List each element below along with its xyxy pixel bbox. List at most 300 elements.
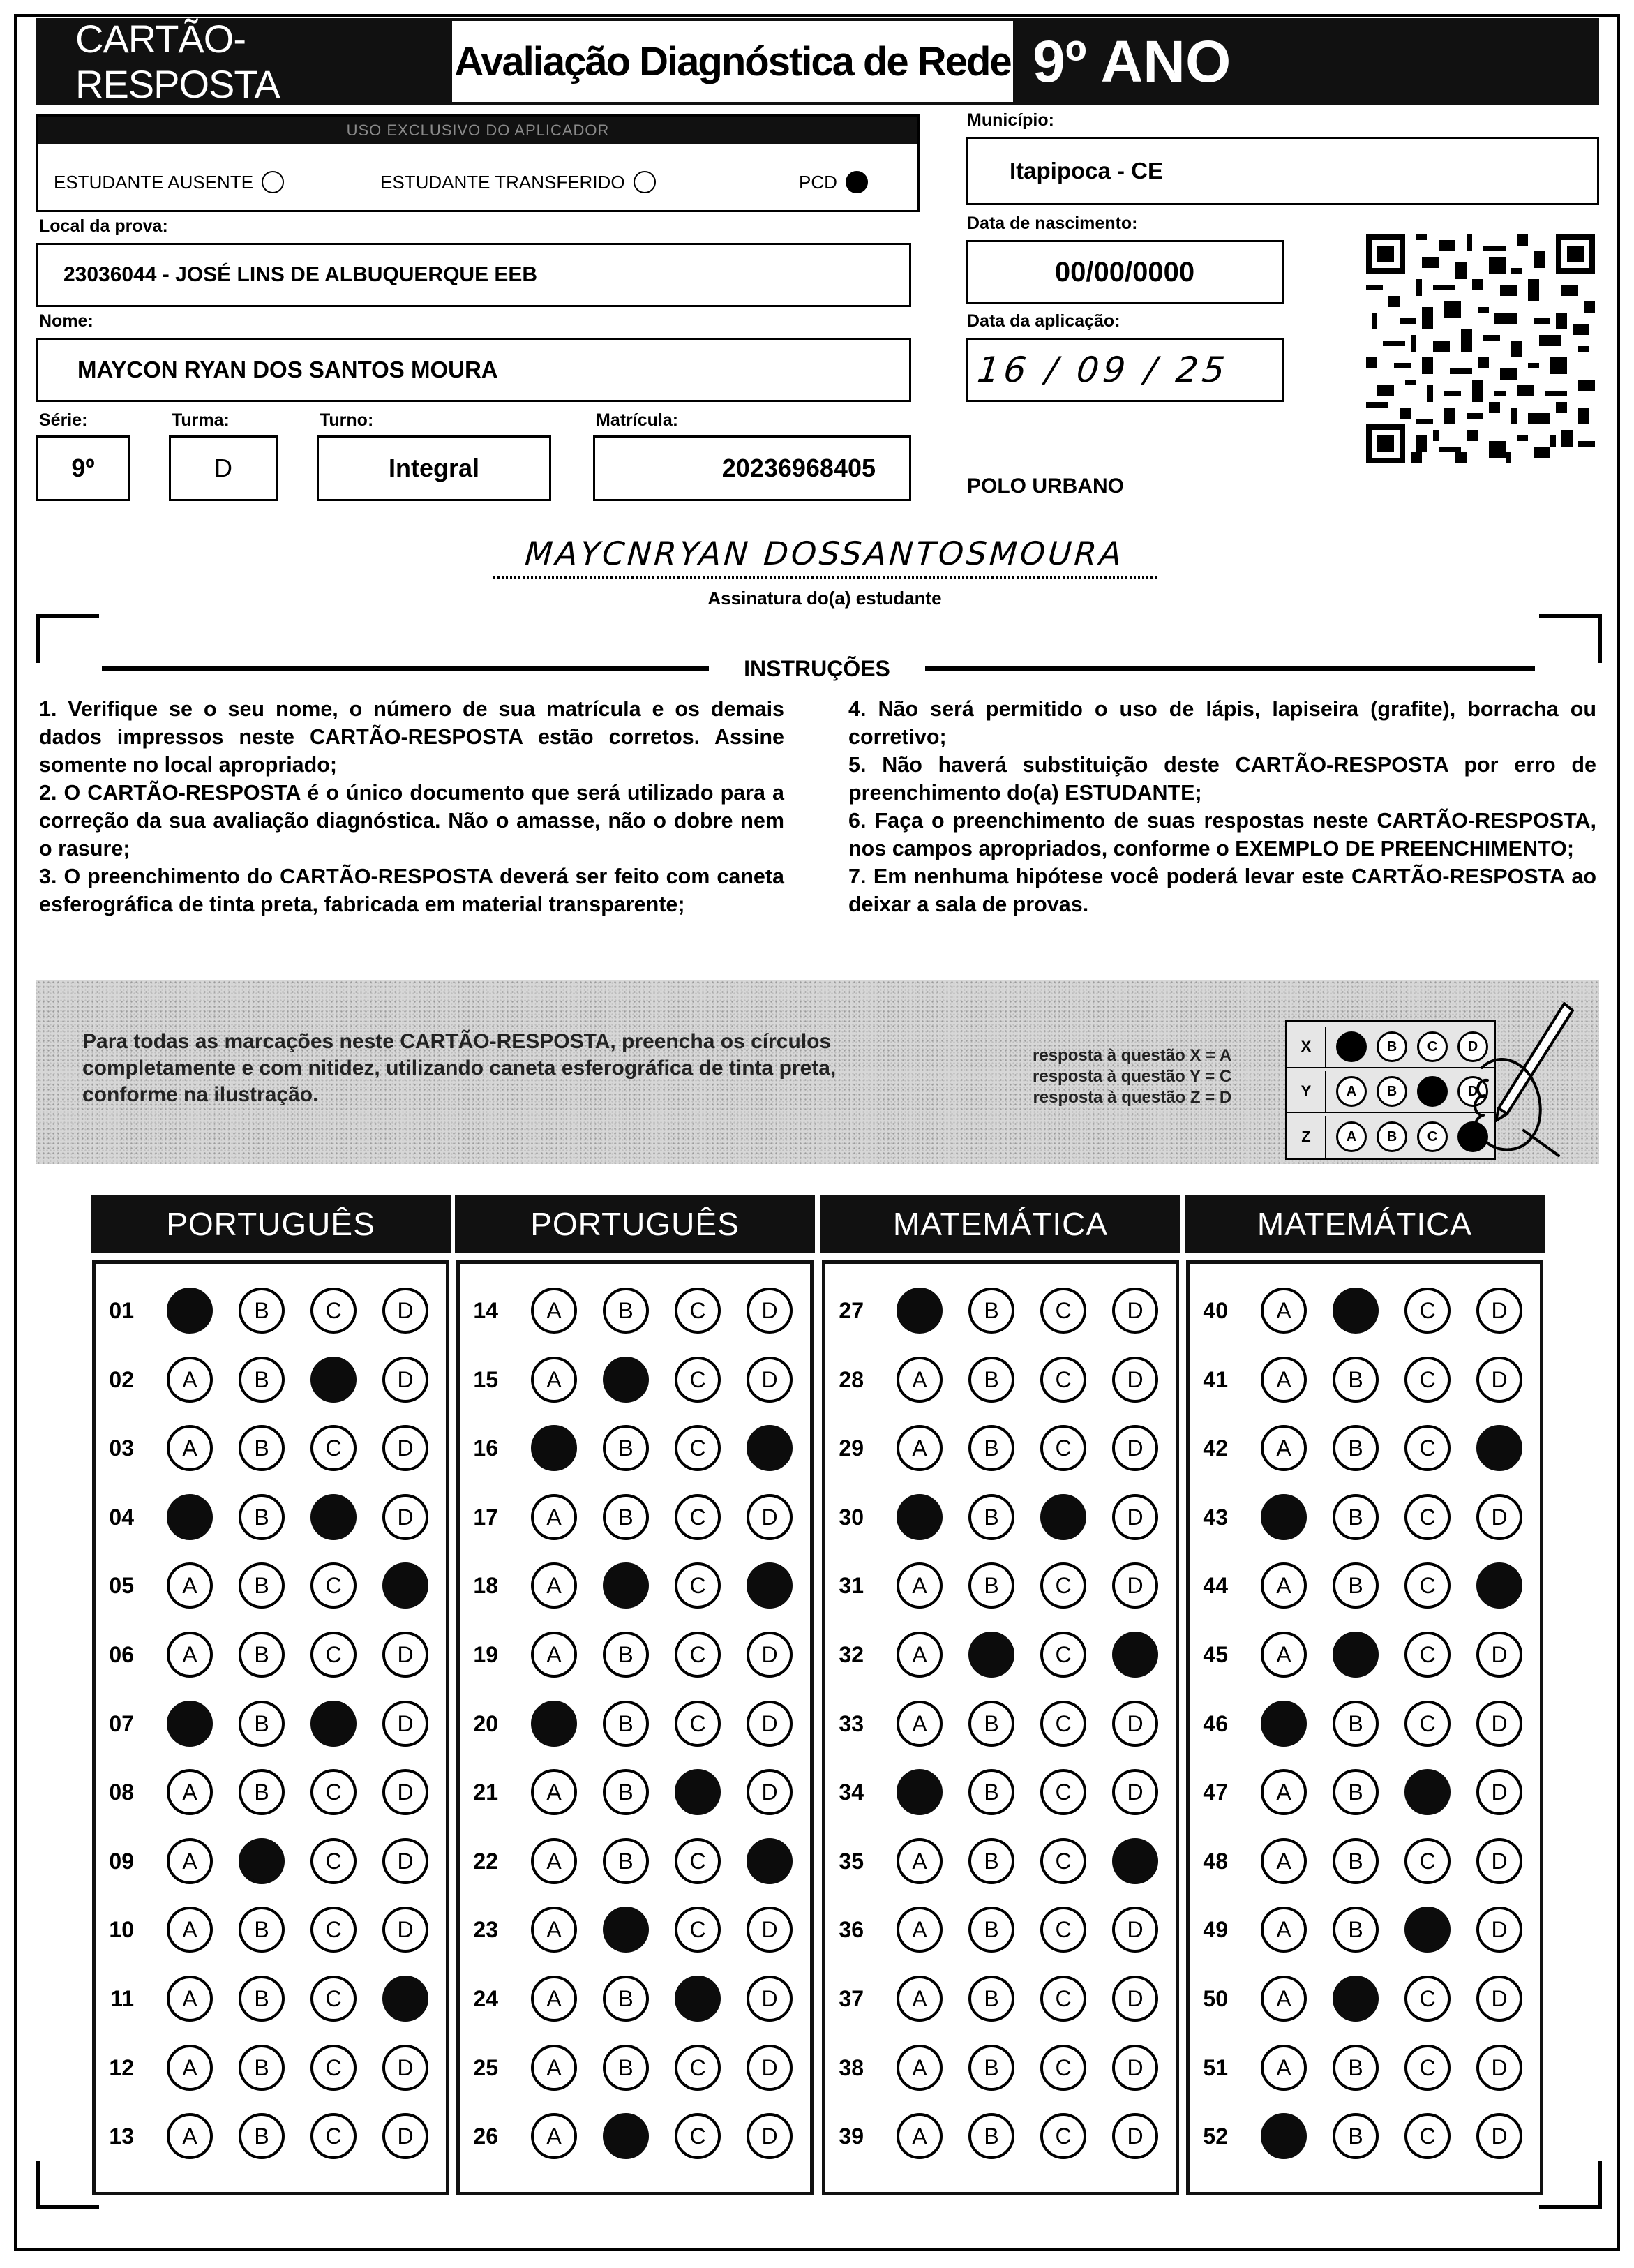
- answer-bubble-b[interactable]: B: [603, 2045, 649, 2091]
- answer-bubble-c[interactable]: C: [1040, 1357, 1086, 1403]
- answer-bubble-c[interactable]: C: [310, 1838, 357, 1884]
- question-row: [827, 1628, 1158, 1681]
- answer-bubble-d[interactable]: D: [1476, 1288, 1522, 1334]
- answer-bubble-c[interactable]: C: [1404, 1357, 1451, 1403]
- answer-bubble-a[interactable]: A: [531, 2045, 577, 2091]
- question-row: [462, 1972, 793, 2025]
- answer-bubble-a[interactable]: A: [897, 2045, 943, 2091]
- answer-bubble-b[interactable]: B: [603, 1838, 649, 1884]
- answer-bubble-c[interactable]: C: [310, 1907, 357, 1953]
- question-number: 21: [473, 1779, 498, 1805]
- answer-bubble-d[interactable]: D: [382, 1769, 428, 1815]
- question-number: 26: [473, 2123, 498, 2149]
- answer-bubble-a[interactable]: [167, 1288, 213, 1334]
- answer-bubble-c[interactable]: [310, 1494, 357, 1540]
- instructions-left: [39, 695, 784, 918]
- question-row: [1192, 1835, 1522, 1888]
- answer-bubble-a[interactable]: A: [1261, 2045, 1307, 2091]
- example-legend-x: resposta à questão X = A: [1033, 1046, 1232, 1065]
- question-row: [1192, 1766, 1522, 1819]
- answer-bubble-a[interactable]: A: [897, 1425, 943, 1471]
- answer-bubble-d[interactable]: [747, 1425, 793, 1471]
- answer-bubble-c[interactable]: C: [675, 1562, 721, 1609]
- question-number: 01: [109, 1297, 134, 1323]
- example-bubble-b: B: [1377, 1031, 1407, 1062]
- question-number: 46: [1203, 1710, 1228, 1736]
- answer-bubble-d[interactable]: [747, 1838, 793, 1884]
- answer-bubble-b[interactable]: B: [1333, 2045, 1379, 2091]
- answer-bubble-c[interactable]: C: [675, 1494, 721, 1540]
- answer-bubble-d[interactable]: D: [747, 1288, 793, 1334]
- example-bubble-c: C: [1417, 1121, 1448, 1152]
- answer-bubble-c[interactable]: [310, 1701, 357, 1747]
- answer-bubble-a[interactable]: A: [167, 1562, 213, 1609]
- answer-bubble-a[interactable]: A: [167, 1425, 213, 1471]
- answer-bubble-c[interactable]: C: [1404, 1425, 1451, 1471]
- nascimento-label: Data de nascimento:: [967, 214, 1138, 233]
- answer-bubble-b[interactable]: B: [1333, 1701, 1379, 1747]
- signature-handwritten: MAYCNRYAN DOSSANTOSMOURA: [523, 535, 1126, 572]
- question-number: 45: [1203, 1641, 1228, 1667]
- answer-bubble-b[interactable]: B: [968, 2113, 1014, 2159]
- answer-bubble-b[interactable]: B: [968, 1288, 1014, 1334]
- answer-bubble-d[interactable]: D: [1476, 1701, 1522, 1747]
- answer-bubble-b[interactable]: B: [1333, 1425, 1379, 1471]
- answer-bubble-b[interactable]: B: [968, 1769, 1014, 1815]
- answer-bubble-a[interactable]: [897, 1494, 943, 1540]
- question-row: [827, 1559, 1158, 1612]
- answer-bubble-b[interactable]: B: [1333, 1907, 1379, 1953]
- answer-bubble-c[interactable]: C: [1404, 1632, 1451, 1678]
- answer-bubble-b[interactable]: B: [968, 1907, 1014, 1953]
- answer-bubble-c[interactable]: C: [310, 2045, 357, 2091]
- answer-bubble-c[interactable]: C: [310, 2113, 357, 2159]
- answer-bubble-c[interactable]: C: [1040, 1976, 1086, 2022]
- answer-bubble-b[interactable]: B: [239, 1769, 285, 1815]
- answer-bubble-b[interactable]: B: [968, 1494, 1014, 1540]
- answer-bubble-c[interactable]: C: [1040, 1425, 1086, 1471]
- answer-bubble-b[interactable]: B: [968, 1701, 1014, 1747]
- local-field: [36, 243, 911, 307]
- answer-bubble-b[interactable]: [1333, 1632, 1379, 1678]
- answer-bubble-d[interactable]: [382, 1976, 428, 2022]
- answer-bubble-a[interactable]: A: [1261, 1976, 1307, 2022]
- answer-bubble-b[interactable]: B: [239, 1701, 285, 1747]
- aplicacao-label: Data da aplicação:: [967, 311, 1120, 331]
- answer-bubble-d[interactable]: D: [1476, 1976, 1522, 2022]
- question-row: [98, 1628, 428, 1681]
- answer-bubble-d[interactable]: D: [1112, 1288, 1158, 1334]
- question-row: [827, 1697, 1158, 1750]
- answer-bubble-b[interactable]: [968, 1632, 1014, 1678]
- question-row: [462, 1491, 793, 1544]
- answer-bubble-b[interactable]: [239, 1838, 285, 1884]
- answer-bubble-d[interactable]: D: [1112, 1769, 1158, 1815]
- answer-bubble-b[interactable]: B: [239, 2113, 285, 2159]
- answer-bubble-a[interactable]: [531, 1425, 577, 1471]
- answer-bubble-c[interactable]: C: [1404, 1562, 1451, 1609]
- serie-field: [36, 435, 130, 501]
- transferred-checkbox[interactable]: [634, 171, 656, 193]
- instruction-7: 7. Em nenhuma hipótese você poderá levar este CARTÃO-RESPOSTA ao deixar a sala de provas.: [848, 865, 1596, 916]
- answer-bubble-c[interactable]: C: [675, 2113, 721, 2159]
- serie-value: 9º: [71, 454, 95, 482]
- answer-bubble-c[interactable]: C: [675, 1425, 721, 1471]
- answer-bubble-d[interactable]: D: [1112, 2113, 1158, 2159]
- answer-bubble-c[interactable]: C: [1040, 1632, 1086, 1678]
- answer-bubble-c[interactable]: C: [1404, 2045, 1451, 2091]
- answer-bubble-b[interactable]: B: [1333, 1494, 1379, 1540]
- answer-bubble-d[interactable]: D: [1476, 1907, 1522, 1953]
- answer-bubble-d[interactable]: D: [1112, 1357, 1158, 1403]
- answer-bubble-c[interactable]: C: [1040, 1907, 1086, 1953]
- answer-bubble-d[interactable]: D: [1112, 1976, 1158, 2022]
- answer-bubble-a[interactable]: A: [531, 1632, 577, 1678]
- answer-bubble-a[interactable]: A: [531, 1494, 577, 1540]
- instructions-right: [848, 695, 1596, 918]
- answer-bubble-c[interactable]: C: [1404, 2113, 1451, 2159]
- answer-bubble-a[interactable]: A: [1261, 1838, 1307, 1884]
- answer-bubble-c[interactable]: [675, 1976, 721, 2022]
- answer-bubble-c[interactable]: C: [310, 1976, 357, 2022]
- answer-bubble-b[interactable]: B: [968, 1562, 1014, 1609]
- answer-bubble-d[interactable]: D: [382, 1907, 428, 1953]
- answer-bubble-d[interactable]: D: [1112, 1494, 1158, 1540]
- answer-bubble-c[interactable]: C: [1040, 1562, 1086, 1609]
- answer-bubble-a[interactable]: A: [167, 1976, 213, 2022]
- answer-bubble-a[interactable]: A: [1261, 1425, 1307, 1471]
- answer-bubble-a[interactable]: [531, 1701, 577, 1747]
- question-row: [1192, 1284, 1522, 1337]
- absent-checkbox[interactable]: [262, 171, 284, 193]
- answer-bubble-c[interactable]: [1040, 1494, 1086, 1540]
- answer-bubble-b[interactable]: B: [603, 1632, 649, 1678]
- question-number: 43: [1203, 1504, 1228, 1530]
- question-row: [462, 1559, 793, 1612]
- answer-bubble-a[interactable]: A: [167, 2113, 213, 2159]
- answer-bubble-d[interactable]: D: [747, 1701, 793, 1747]
- answer-bubble-d[interactable]: D: [1112, 1701, 1158, 1747]
- local-value: 23036044 - JOSÉ LINS DE ALBUQUERQUE EEB: [63, 263, 538, 286]
- nome-field: [36, 338, 911, 402]
- answer-bubble-a[interactable]: A: [167, 1632, 213, 1678]
- answer-bubble-d[interactable]: D: [1476, 1838, 1522, 1884]
- answer-bubble-a[interactable]: A: [897, 1838, 943, 1884]
- answer-bubble-c[interactable]: C: [310, 1425, 357, 1471]
- answer-bubble-d[interactable]: D: [747, 1976, 793, 2022]
- applicator-banner: USO EXCLUSIVO DO APLICADOR: [38, 117, 917, 144]
- question-number: 28: [839, 1366, 864, 1392]
- grade-label: 9º ANO: [1033, 28, 1231, 94]
- answer-bubble-a[interactable]: A: [167, 1357, 213, 1403]
- answer-bubble-a[interactable]: A: [897, 1701, 943, 1747]
- answer-bubble-b[interactable]: [603, 1907, 649, 1953]
- answer-bubble-b[interactable]: B: [968, 1357, 1014, 1403]
- answer-bubble-a[interactable]: A: [1261, 1769, 1307, 1815]
- question-row: [1192, 1353, 1522, 1406]
- answer-bubble-b[interactable]: B: [1333, 1838, 1379, 1884]
- answer-bubble-c[interactable]: C: [310, 1288, 357, 1334]
- answer-bubble-d[interactable]: D: [382, 2113, 428, 2159]
- answer-bubble-b[interactable]: [1333, 1976, 1379, 2022]
- answer-bubble-d[interactable]: D: [382, 1288, 428, 1334]
- question-row: [98, 1972, 428, 2025]
- answer-bubble-a[interactable]: A: [531, 2113, 577, 2159]
- question-row: [462, 2041, 793, 2094]
- question-row: [827, 1766, 1158, 1819]
- answer-bubble-d[interactable]: D: [382, 1357, 428, 1403]
- answer-bubble-b[interactable]: B: [239, 1632, 285, 1678]
- answer-bubble-c[interactable]: C: [675, 2045, 721, 2091]
- question-number: 36: [839, 1916, 864, 1942]
- answer-bubble-d[interactable]: D: [382, 1632, 428, 1678]
- example-legend: [1033, 1045, 1231, 1108]
- answer-bubble-a[interactable]: [1261, 1494, 1307, 1540]
- question-number: 10: [109, 1916, 134, 1942]
- answer-bubble-b[interactable]: B: [603, 1701, 649, 1747]
- answer-bubble-b[interactable]: B: [1333, 2113, 1379, 2159]
- answer-bubble-d[interactable]: D: [747, 1494, 793, 1540]
- exam-name: Avaliação Diagnóstica de Rede: [449, 18, 1016, 105]
- question-row: [827, 2110, 1158, 2163]
- answer-bubble-b[interactable]: B: [239, 1562, 285, 1609]
- answer-bubble-d[interactable]: D: [1112, 2045, 1158, 2091]
- instruction-5: 5. Não haverá substituição deste CARTÃO-RESPOSTA por erro de preenchimento do(a) ESTUDANTE;: [848, 753, 1596, 805]
- answer-bubble-c[interactable]: C: [1404, 1701, 1451, 1747]
- answer-bubble-c[interactable]: C: [1404, 1288, 1451, 1334]
- answer-bubble-c[interactable]: C: [1040, 2113, 1086, 2159]
- answer-bubble-a[interactable]: A: [897, 1907, 943, 1953]
- question-row: [98, 1697, 428, 1750]
- qr-code: [1366, 234, 1595, 463]
- answer-bubble-a[interactable]: A: [1261, 1288, 1307, 1334]
- answer-bubble-d[interactable]: D: [1476, 2045, 1522, 2091]
- question-number: 18: [473, 1572, 498, 1598]
- answer-bubble-b[interactable]: B: [603, 1494, 649, 1540]
- answer-bubble-b[interactable]: B: [239, 1357, 285, 1403]
- answer-bubble-b[interactable]: [603, 1562, 649, 1609]
- answer-bubble-d[interactable]: D: [747, 1357, 793, 1403]
- answer-bubble-c[interactable]: [1404, 1769, 1451, 1815]
- answer-bubble-a[interactable]: A: [531, 1769, 577, 1815]
- answer-bubble-b[interactable]: B: [239, 1425, 285, 1471]
- answer-bubble-c[interactable]: C: [675, 1838, 721, 1884]
- answer-bubble-d[interactable]: D: [747, 2113, 793, 2159]
- answer-bubble-d[interactable]: D: [1112, 1425, 1158, 1471]
- answer-bubble-d[interactable]: D: [1476, 1494, 1522, 1540]
- answer-bubble-a[interactable]: A: [531, 1907, 577, 1953]
- answer-bubble-b[interactable]: B: [1333, 1357, 1379, 1403]
- question-number: 51: [1203, 2054, 1228, 2080]
- instructions-rule-right: [925, 666, 1535, 671]
- answer-bubble-d[interactable]: D: [382, 1494, 428, 1540]
- answer-bubble-a[interactable]: [167, 1494, 213, 1540]
- answer-bubble-a[interactable]: A: [167, 1838, 213, 1884]
- answer-bubble-d[interactable]: [382, 1562, 428, 1609]
- answer-bubble-d[interactable]: D: [382, 2045, 428, 2091]
- answer-bubble-c[interactable]: C: [675, 1288, 721, 1334]
- answer-bubble-b[interactable]: B: [239, 1288, 285, 1334]
- answer-bubble-d[interactable]: D: [747, 2045, 793, 2091]
- question-row: [827, 2041, 1158, 2094]
- answer-bubble-a[interactable]: A: [897, 2113, 943, 2159]
- answer-bubble-a[interactable]: A: [167, 1907, 213, 1953]
- answer-bubble-d[interactable]: D: [1112, 1907, 1158, 1953]
- turno-label: Turno:: [320, 410, 374, 430]
- answer-bubble-b[interactable]: B: [603, 1769, 649, 1815]
- question-row: [1192, 1422, 1522, 1475]
- answer-bubble-a[interactable]: A: [897, 1562, 943, 1609]
- answer-bubble-a[interactable]: A: [897, 1976, 943, 2022]
- answer-bubble-d[interactable]: D: [1476, 2113, 1522, 2159]
- answer-bubble-d[interactable]: D: [1112, 1562, 1158, 1609]
- matricula-value: 20236968405: [721, 454, 876, 482]
- polo-label: POLO URBANO: [967, 475, 1124, 498]
- answer-bubble-a[interactable]: A: [1261, 1907, 1307, 1953]
- answer-bubble-a[interactable]: [897, 1769, 943, 1815]
- answer-bubble-d[interactable]: D: [1476, 1357, 1522, 1403]
- answer-bubble-b[interactable]: B: [1333, 1562, 1379, 1609]
- answer-bubble-a[interactable]: A: [1261, 1562, 1307, 1609]
- turno-value: Integral: [388, 454, 480, 482]
- answer-bubble-d[interactable]: [1476, 1425, 1522, 1471]
- answer-bubble-c[interactable]: C: [310, 1769, 357, 1815]
- question-row: [98, 1766, 428, 1819]
- question-number: 27: [839, 1297, 864, 1323]
- answer-bubble-a[interactable]: [1261, 2113, 1307, 2159]
- answer-bubble-a[interactable]: A: [167, 1769, 213, 1815]
- answer-bubble-c[interactable]: C: [1404, 1838, 1451, 1884]
- answer-bubble-b[interactable]: B: [603, 1425, 649, 1471]
- question-row: [98, 2110, 428, 2163]
- answer-bubble-a[interactable]: A: [1261, 1632, 1307, 1678]
- answer-bubble-b[interactable]: B: [603, 1976, 649, 2022]
- answer-bubble-c[interactable]: [1404, 1907, 1451, 1953]
- answer-bubble-a[interactable]: A: [897, 1357, 943, 1403]
- question-row: [98, 1903, 428, 1956]
- answer-bubble-d[interactable]: [1112, 1632, 1158, 1678]
- answer-bubble-b[interactable]: [603, 2113, 649, 2159]
- answer-bubble-a[interactable]: [167, 1701, 213, 1747]
- answer-bubble-c[interactable]: C: [1404, 1494, 1451, 1540]
- question-row: [1192, 2110, 1522, 2163]
- question-row: [462, 1835, 793, 1888]
- question-row: [1192, 1491, 1522, 1544]
- answer-bubble-c[interactable]: C: [675, 1701, 721, 1747]
- answer-bubble-c[interactable]: C: [1040, 1769, 1086, 1815]
- aplicacao-field[interactable]: [966, 338, 1284, 402]
- answer-bubble-b[interactable]: B: [968, 1838, 1014, 1884]
- answer-bubble-a[interactable]: [1261, 1701, 1307, 1747]
- pcd-checkbox[interactable]: [846, 171, 868, 193]
- question-number: 11: [110, 1985, 134, 2011]
- answer-bubble-c[interactable]: C: [1040, 1288, 1086, 1334]
- municipio-label: Município:: [967, 110, 1054, 130]
- answer-bubble-b[interactable]: B: [1333, 1769, 1379, 1815]
- question-number: 17: [473, 1504, 498, 1530]
- question-number: 19: [473, 1641, 498, 1667]
- answer-bubble-d[interactable]: D: [1476, 1632, 1522, 1678]
- answer-bubble-d[interactable]: D: [747, 1907, 793, 1953]
- answer-bubble-c[interactable]: C: [675, 1907, 721, 1953]
- answer-bubble-d[interactable]: D: [747, 1632, 793, 1678]
- example-bubble-b: B: [1377, 1076, 1407, 1107]
- corner-bottom-right: [1539, 2161, 1602, 2209]
- question-number: 39: [839, 2123, 864, 2149]
- answer-bubble-d[interactable]: D: [382, 1838, 428, 1884]
- answer-bubble-d[interactable]: D: [1476, 1769, 1522, 1815]
- question-row: [462, 1628, 793, 1681]
- answer-bubble-a[interactable]: A: [167, 2045, 213, 2091]
- question-row: [98, 1835, 428, 1888]
- answer-bubble-a[interactable]: A: [897, 1632, 943, 1678]
- answer-bubble-a[interactable]: A: [1261, 1357, 1307, 1403]
- answer-bubble-c[interactable]: C: [675, 1357, 721, 1403]
- answer-bubble-b[interactable]: B: [239, 2045, 285, 2091]
- answer-bubble-a[interactable]: A: [531, 1288, 577, 1334]
- answer-bubble-c[interactable]: C: [1040, 1701, 1086, 1747]
- answer-bubble-c[interactable]: [310, 1357, 357, 1403]
- answer-bubble-c[interactable]: C: [675, 1632, 721, 1678]
- answer-bubble-d[interactable]: D: [747, 1769, 793, 1815]
- answer-bubble-a[interactable]: A: [531, 1562, 577, 1609]
- answer-bubble-c[interactable]: C: [310, 1562, 357, 1609]
- answer-bubble-b[interactable]: [1333, 1288, 1379, 1334]
- answer-bubble-c[interactable]: C: [1040, 2045, 1086, 2091]
- answer-bubble-b[interactable]: B: [239, 1976, 285, 2022]
- question-row: [1192, 1559, 1522, 1612]
- answer-bubble-c[interactable]: [675, 1769, 721, 1815]
- answer-bubble-c[interactable]: C: [310, 1632, 357, 1678]
- answer-bubble-c[interactable]: C: [1040, 1838, 1086, 1884]
- answer-bubble-b[interactable]: B: [968, 1425, 1014, 1471]
- example-bubble-c: C: [1417, 1031, 1448, 1062]
- example-bubble-a: A: [1336, 1121, 1367, 1152]
- example-legend-y: resposta à questão Y = C: [1033, 1067, 1232, 1086]
- pcd-label: PCD: [799, 171, 837, 193]
- nome-label: Nome:: [39, 311, 93, 331]
- answer-bubble-d[interactable]: [1112, 1838, 1158, 1884]
- question-number: 14: [473, 1297, 498, 1323]
- answer-bubble-b[interactable]: B: [603, 1288, 649, 1334]
- answer-bubble-b[interactable]: B: [239, 1494, 285, 1540]
- answer-bubble-c[interactable]: C: [1404, 1976, 1451, 2022]
- instruction-3: 3. O preenchimento do CARTÃO-RESPOSTA deverá ser feito com caneta esferográfica de tinta preta, fabricada em material transparente;: [39, 865, 784, 916]
- answer-bubble-d[interactable]: [1476, 1562, 1522, 1609]
- question-number: 06: [109, 1641, 134, 1667]
- answer-bubble-b[interactable]: B: [239, 1907, 285, 1953]
- question-number: 09: [109, 1848, 134, 1874]
- answer-bubble-a[interactable]: [897, 1288, 943, 1334]
- instruction-4: 4. Não será permitido o uso de lápis, lapiseira (grafite), borracha ou corretivo;: [848, 697, 1596, 749]
- instruction-6: 6. Faça o preenchimento de suas respostas neste CARTÃO-RESPOSTA, nos campos apropriados, conforme o EXEMPLO DE PREENCHIMENTO;: [848, 809, 1596, 860]
- question-row: [98, 1353, 428, 1406]
- answer-bubble-b[interactable]: [603, 1357, 649, 1403]
- answer-bubble-b[interactable]: B: [968, 2045, 1014, 2091]
- answer-bubble-b[interactable]: B: [968, 1976, 1014, 2022]
- question-row: [827, 1491, 1158, 1544]
- subject-header: PORTUGUÊS: [455, 1195, 815, 1253]
- answer-bubble-a[interactable]: A: [531, 1976, 577, 2022]
- answer-bubble-d[interactable]: [747, 1562, 793, 1609]
- answer-bubble-a[interactable]: A: [531, 1357, 577, 1403]
- answer-bubble-d[interactable]: D: [382, 1425, 428, 1471]
- question-number: 12: [109, 2054, 134, 2080]
- answer-bubble-d[interactable]: D: [382, 1701, 428, 1747]
- question-row: [98, 1559, 428, 1612]
- question-number: 23: [473, 1916, 498, 1942]
- answer-bubble-a[interactable]: A: [531, 1838, 577, 1884]
